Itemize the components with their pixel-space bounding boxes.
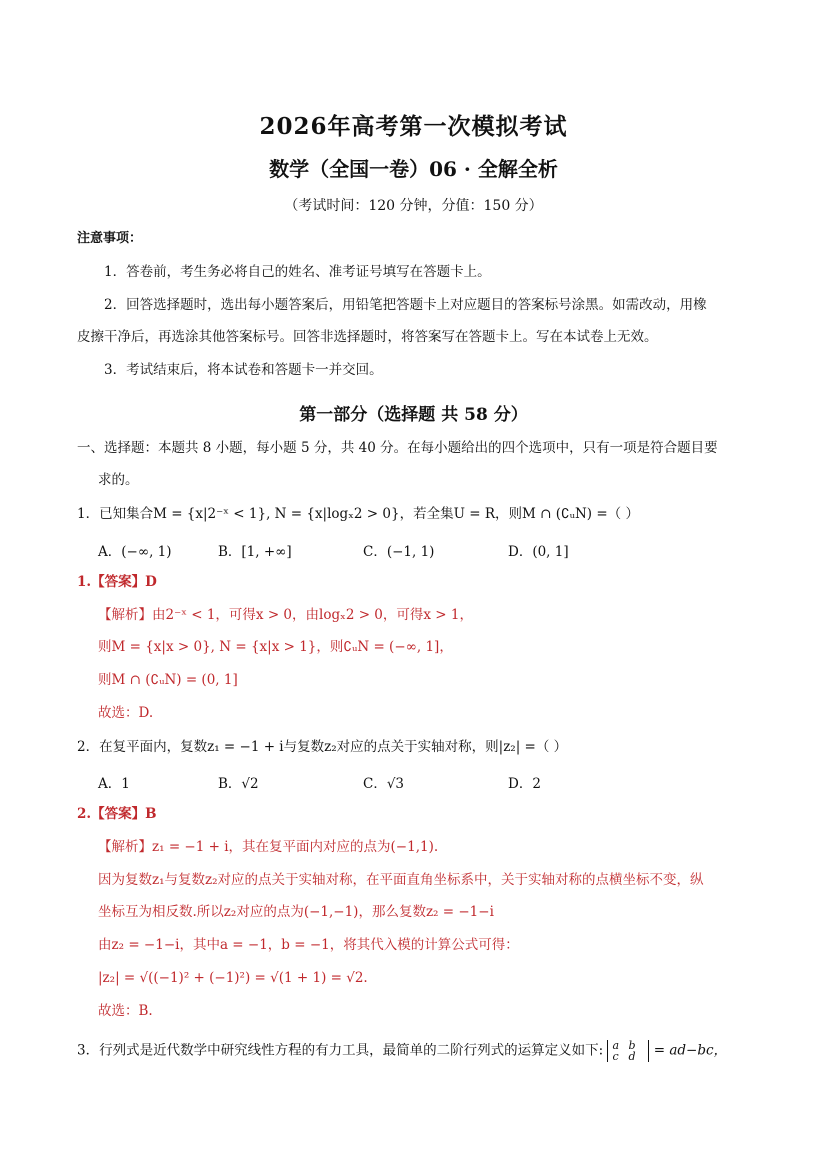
det-formula: = ad−bc， — [653, 1042, 728, 1059]
q1-analysis-4: 故选：D. — [98, 705, 154, 721]
q1-option-c: C．(−1, 1) — [363, 544, 435, 560]
part1-intro: 一、选择题：本题共 8 小题，每小题 5 分，共 40 分。在每小题给出的四个选项中，只有一项是符合题目要 — [77, 440, 718, 456]
q2-analysis-2: 因为复数z₁与复数z₂对应的点关于实轴对称，在平面直角坐标系中，关于实轴对称的点横坐标不变，纵 — [98, 872, 704, 888]
q2-option-c: C．√3 — [363, 776, 405, 792]
q1-analysis-1: 【解析】由2⁻ˣ < 1，可得x > 0，由logₓ2 > 0，可得x > 1， — [98, 607, 473, 623]
part1-title: 第一部分（选择题 共 58 分） — [299, 405, 528, 425]
q2-option-b: B．√2 — [218, 776, 259, 792]
determinant-matrix — [607, 1040, 649, 1062]
q2-stem: 2．在复平面内，复数z₁ = −1 + i与复数z₂对应的点关于实轴对称，则|z₂| =（ ） — [77, 739, 568, 755]
q3-stem — [77, 1040, 727, 1062]
q1-analysis-3: 则M ∩ (∁ᵤN) = (0, 1] — [98, 672, 238, 688]
notes-heading: 注意事项： — [77, 231, 143, 246]
q1-option-b: B．[1, +∞] — [218, 544, 292, 560]
det-a: a — [612, 1039, 619, 1052]
exam-info: （考试时间：120 分钟，分值：150 分） — [284, 198, 543, 214]
q2-analysis-6: 故选：B. — [98, 1003, 153, 1019]
q2-analysis-4: 由z₂ = −1−i，其中a = −1，b = −1，将其代入模的计算公式可得： — [98, 937, 519, 953]
q2-option-a: A．1 — [98, 776, 130, 792]
part1-intro-cont: 求的。 — [98, 472, 139, 488]
exam-title: 2026年高考第一次模拟考试 — [259, 113, 568, 140]
q2-analysis-3: 坐标互为相反数.所以z₂对应的点为(−1,−1)，那么复数z₂ = −1−i — [98, 904, 494, 920]
q1-option-a: A．(−∞, 1) — [98, 544, 172, 560]
det-c: c — [612, 1050, 619, 1063]
note-item-3: 3．考试结束后，将本试卷和答题卡一并交回。 — [104, 362, 383, 378]
exam-subtitle: 数学（全国一卷）06 · 全解全析 — [269, 157, 558, 181]
note-item-2-cont: 皮擦干净后，再选涂其他答案标号。回答非选择题时，将答案写在答题卡上。写在本试卷上无效。 — [77, 329, 658, 345]
q2-option-d: D．2 — [508, 776, 541, 792]
det-d: d — [628, 1050, 636, 1063]
note-item-2: 2．回答选择题时，选出每小题答案后，用铅笔把答题卡上对应题目的答案标号涂黑。如需改动，用橡 — [104, 297, 707, 313]
q1-answer: 1.【答案】D — [77, 574, 157, 590]
q3-stem-text: 3．行列式是近代数学中研究线性方程的有力工具，最简单的二阶行列式的运算定义如下: — [77, 1042, 604, 1059]
q1-analysis-2: 则M = {x|x > 0}, N = {x|x > 1}，则∁ᵤN = (−∞, 1]， — [98, 639, 453, 655]
q2-answer: 2.【答案】B — [77, 806, 157, 822]
q2-analysis-5: |z₂| = √((−1)² + (−1)²) = √(1 + 1) = √2. — [98, 970, 368, 986]
q2-analysis-1: 【解析】z₁ = −1 + i，其在复平面内对应的点为(−1,1). — [98, 839, 439, 855]
det-b: b — [628, 1039, 636, 1052]
q1-option-d: D．(0, 1] — [508, 544, 569, 560]
note-item-1: 1．答卷前，考生务必将自己的姓名、准考证号填写在答题卡上。 — [104, 264, 491, 280]
q1-stem: 1．已知集合M = {x|2⁻ˣ < 1}, N = {x|logₓ2 > 0}，若全集U = R，则M ∩ (∁ᵤN) =（ ） — [77, 506, 639, 522]
